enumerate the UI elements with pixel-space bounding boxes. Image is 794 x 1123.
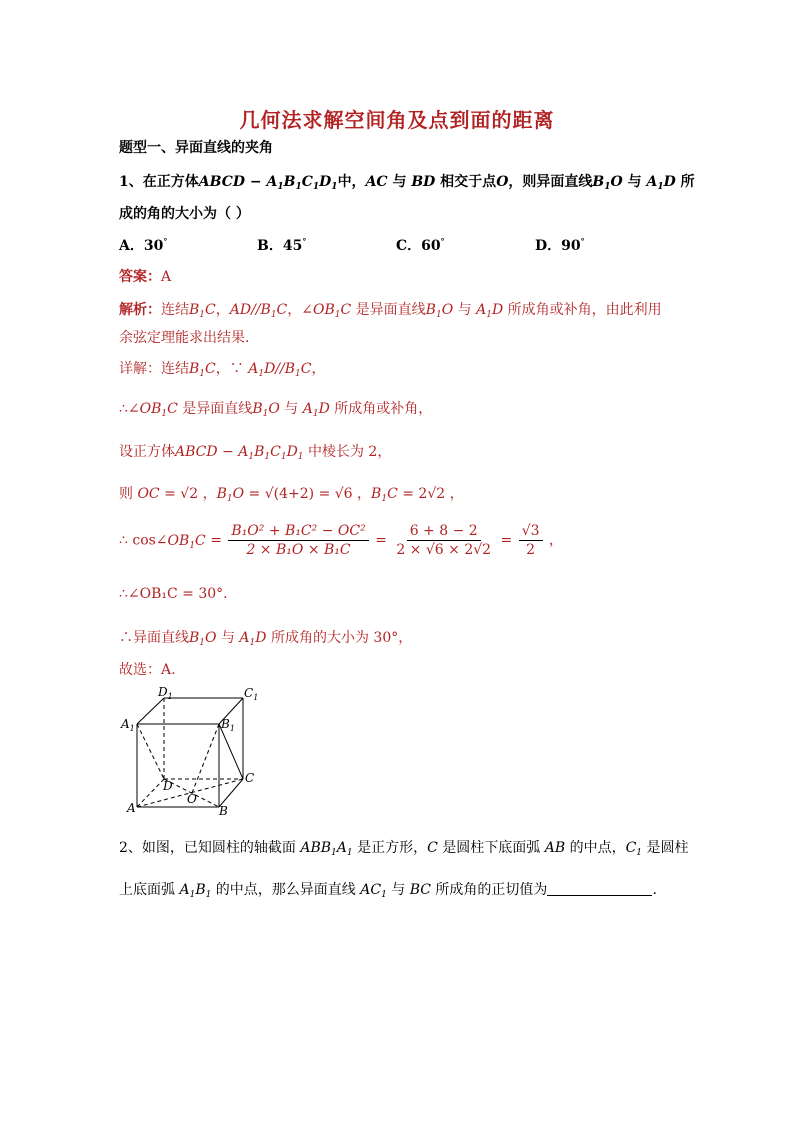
option-a: A．30° [119, 236, 168, 254]
label-a: A [127, 801, 136, 815]
label-d: D [163, 779, 173, 793]
detail-line-3: 设正方体ABCD − $A_1B_1C_1D_1$ 中棱长为 2， [119, 444, 392, 462]
label-b: B [219, 804, 228, 816]
detail-line-5: ∴ $\cos\angle OB_1C$ = $\frac{\text{B₁O² + B₁C² − OC²}}{\text{2 × B₁O × B₁C}}$ = $\frac{6 + 8 - 2}{2 \times √6 \times 2√2}$ = $\frac{√3}{2}$ ， [119, 523, 563, 558]
detail-line-4: 则 OC = √2 ，$B_1O = √(4+2) = √6$ ，$B_1C = 2√2$ ， [119, 486, 464, 504]
label-a1: $A_1$ [121, 717, 135, 733]
question-1-line-2: 成的角的大小为（ ） [119, 206, 250, 222]
detail-line-1: 详解：连结$B_1C$，∵ $A_1D//B_1C$， [119, 361, 326, 379]
label-d1: $D_1$ [158, 685, 173, 701]
section-heading: 题型一、异面直线的夹角 [119, 140, 273, 156]
cosine-fraction-3: $\frac{√3}{2}$ [519, 522, 543, 559]
label-b1: $B_1$ [221, 717, 235, 733]
analysis-line-1: 解析：连结$B_1C$，$AD//B_1C$，$\angle OB_1C$ 是异面直线$B_1O$ 与 $A_1D$ 所成角或补角，由此利用 [119, 302, 662, 320]
cosine-fraction-2: $\frac{6 + 8 - 2}{2 \times √6 \times 2√2}$ [396, 523, 492, 558]
answer-line: 答案：A [119, 269, 172, 285]
edge-b-c [219, 779, 243, 807]
detail-line-8: 故选：A. [119, 662, 176, 678]
label-o: O [187, 792, 197, 806]
edge-a-d [137, 779, 164, 807]
page-title: 几何法求解空间角及点到面的距离 [239, 108, 555, 132]
question-1-line-1: 1、在正方体ABCD − $A_1B_1C_1D_1$中，AC 与 BD 相交于点O，则异面直线$B_1O$ 与 $A_1D$ 所 [119, 174, 695, 192]
option-d: D．90° [535, 236, 585, 254]
segment-a1-d [137, 724, 164, 779]
analysis-line-2: 余弦定理能求出结果. [119, 330, 250, 346]
label-c1: $C_1$ [244, 686, 259, 702]
segment-b1-o [192, 724, 219, 793]
detail-line-7: ∴异面直线$B_1O$ 与 $A_1D$ 所成角的大小为 30°， [119, 630, 413, 648]
label-c: C [245, 771, 255, 785]
detail-line-6: ∴∠OB₁C = 30°. [119, 586, 228, 602]
option-c: C．60° [396, 236, 445, 254]
edge-a1-d1 [137, 698, 164, 724]
cube-figure [118, 684, 268, 816]
answer-blank[interactable] [547, 881, 652, 896]
question-2-line-1: 2、如图，已知圆柱的轴截面 $ABB_1A_1$ 是正方形，C 是圆柱下底面弧 AB 的中点，$C_1$ 是圆柱 [119, 840, 689, 858]
detail-line-2: $\therefore\angle OB_1C$ 是异面直线$B_1O$ 与 $A_1D$ 所成角或补角， [119, 401, 433, 419]
question-2-line-2: 上底面弧 $A_1B_1$ 的中点，那么异面直线 $AC_1$ 与 BC 所成角的正切值为 . [119, 882, 657, 900]
option-b: B．45° [257, 236, 307, 254]
cosine-fraction-1: $\frac{\text{B₁O² + B₁C² − OC²}}{\text{2 × B₁O × B₁C}}$ [228, 522, 368, 559]
